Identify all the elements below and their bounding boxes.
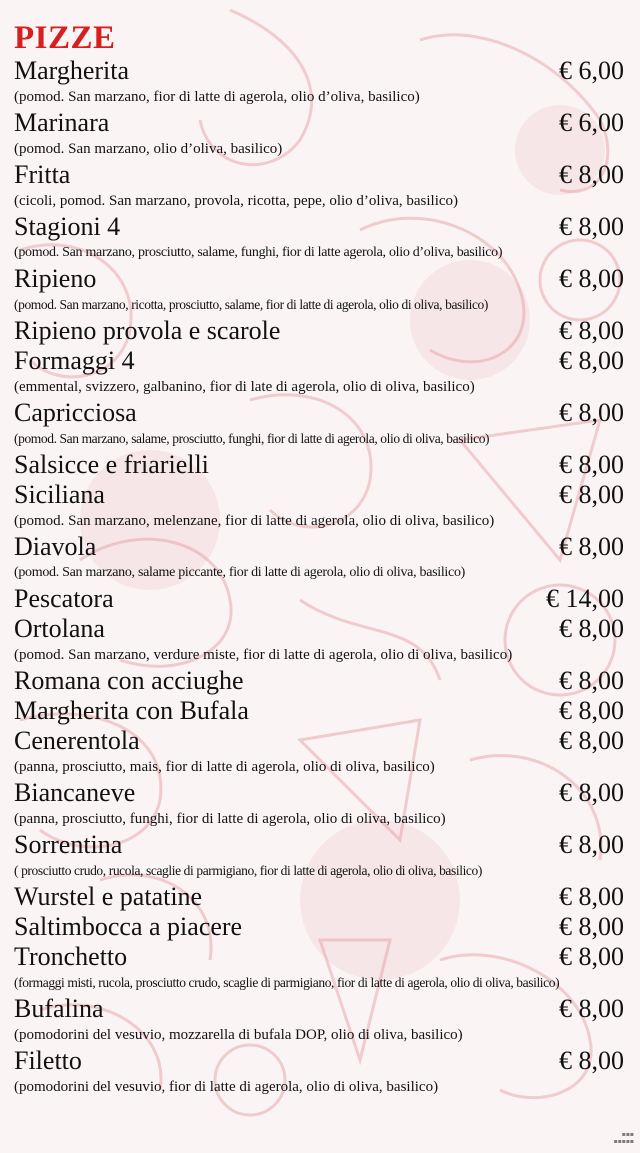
menu-item-row xyxy=(14,264,628,294)
pizza-ingredients: (pomod. San marzano, olio d’oliva, basilico) xyxy=(14,141,283,157)
pizza-name: Diavola xyxy=(14,532,97,561)
menu-item-row xyxy=(14,450,628,480)
menu-item xyxy=(14,696,628,726)
pizza-price: € 8,00 xyxy=(559,942,624,971)
menu-item xyxy=(14,532,628,584)
pizza-name: Cenerentola xyxy=(14,726,140,755)
pizza-name: Ripieno xyxy=(14,264,97,293)
menu-item-row xyxy=(14,882,628,912)
pizza-name: Pescatora xyxy=(14,584,114,613)
pizza-ingredients: (formaggi misti, rucola, prosciutto crudo, scaglie di parmigiano, fior di latte di agerola, olio di oliva, basilico) xyxy=(14,975,560,990)
pizza-price: € 6,00 xyxy=(559,108,624,137)
pizza-price: € 8,00 xyxy=(559,912,624,941)
pizza-price: € 8,00 xyxy=(559,532,624,561)
pizza-price: € 8,00 xyxy=(559,212,624,241)
menu-item xyxy=(14,56,628,108)
menu-item xyxy=(14,316,628,346)
menu-item-row xyxy=(14,212,628,242)
pizza-ingredients: (panna, prosciutto, mais, fior di latte di agerola, olio di oliva, basilico) xyxy=(14,759,435,775)
pizza-ingredients: (pomod. San marzano, ricotta, prosciutto, salame, fior di latte di agerola, olio di oliva, basilico) xyxy=(14,297,488,312)
menu-item-row xyxy=(14,912,628,942)
menu-item xyxy=(14,450,628,480)
pizza-price: € 8,00 xyxy=(559,696,624,725)
menu-item xyxy=(14,264,628,316)
menu-item-row xyxy=(14,696,628,726)
pizza-price: € 8,00 xyxy=(559,830,624,859)
pizza-name: Romana con acciughe xyxy=(14,666,244,695)
pizza-ingredients: (pomodorini del vesuvio, fior di latte di agerola, olio di oliva, basilico) xyxy=(14,1079,439,1095)
pizza-name: Formaggi 4 xyxy=(14,346,135,375)
menu-item xyxy=(14,726,628,778)
menu-item-row xyxy=(14,108,628,138)
pizza-ingredients: (pomod. San marzano, melenzane, fior di latte di agerola, olio di oliva, basilico) xyxy=(14,513,495,529)
pizza-ingredients: (pomod. San marzano, fior di latte di agerola, olio d’oliva, basilico) xyxy=(14,89,420,105)
menu-item-row xyxy=(14,480,628,510)
pizza-price: € 8,00 xyxy=(559,316,624,345)
menu-item xyxy=(14,614,628,666)
pizza-ingredients: (emmental, svizzero, galbanino, fior di late di agerola, olio di oliva, basilico) xyxy=(14,379,475,395)
pizza-name: Ortolana xyxy=(14,614,105,643)
menu-item xyxy=(14,666,628,696)
menu-item xyxy=(14,108,628,160)
menu-item-row xyxy=(14,942,628,972)
menu-item xyxy=(14,480,628,532)
pizza-price: € 8,00 xyxy=(559,346,624,375)
pizza-price: € 8,00 xyxy=(559,398,624,427)
pizza-name: Margherita xyxy=(14,56,130,85)
pizza-price: € 8,00 xyxy=(559,614,624,643)
menu-item-row xyxy=(14,1046,628,1076)
pizza-price: € 8,00 xyxy=(559,666,624,695)
menu-item xyxy=(14,942,628,994)
menu-item-row xyxy=(14,666,628,696)
pizza-name: Biancaneve xyxy=(14,778,136,807)
menu-item-row xyxy=(14,316,628,346)
menu-item-row xyxy=(14,994,628,1024)
menu-item-row xyxy=(14,830,628,860)
menu-item xyxy=(14,912,628,942)
pizza-price: € 6,00 xyxy=(559,56,624,85)
pizza-name: Margherita con Bufala xyxy=(14,696,249,725)
pizza-name: Wurstel e patatine xyxy=(14,882,203,911)
pizza-ingredients: (cicoli, pomod. San marzano, provola, ricotta, pepe, olio d’oliva, basilico) xyxy=(14,193,459,209)
pizza-price: € 8,00 xyxy=(559,450,624,479)
menu-item xyxy=(14,778,628,830)
pizza-name: Bufalina xyxy=(14,994,104,1023)
menu-item-row xyxy=(14,160,628,190)
menu-item xyxy=(14,882,628,912)
pizza-name: Fritta xyxy=(14,160,71,189)
pizza-ingredients: (pomod. San marzano, prosciutto, salame, funghi, fior di latte agerola, olio d’oliva, basilico) xyxy=(14,245,503,260)
menu-item-row xyxy=(14,346,628,376)
pizza-ingredients: (pomod. San marzano, verdure miste, fior di latte di agerola, olio di oliva, basilico) xyxy=(14,647,513,663)
menu-item-row xyxy=(14,584,628,614)
pizza-name: Ripieno provola e scarole xyxy=(14,316,281,345)
pizza-name: Capricciosa xyxy=(14,398,137,427)
pizza-name: Siciliana xyxy=(14,480,105,509)
menu-item xyxy=(14,346,628,398)
menu-item xyxy=(14,160,628,212)
menu-item-row xyxy=(14,532,628,562)
pizza-price: € 8,00 xyxy=(559,480,624,509)
menu-item-row xyxy=(14,614,628,644)
pizza-ingredients: (panna, prosciutto, funghi, fior di latte di agerola, olio di oliva, basilico) xyxy=(14,811,446,827)
pizza-name: Sorrentina xyxy=(14,830,123,859)
menu-item xyxy=(14,830,628,882)
pizza-ingredients: (pomodorini del vesuvio, mozzarella di bufala DOP, olio di oliva, basilico) xyxy=(14,1027,463,1043)
watermark-logo: ▪▪▪ ▪▪▪▪▪ xyxy=(613,1131,634,1145)
pizza-ingredients: (pomod. San marzano, salame, prosciutto, funghi, fior di latte di agerola, olio di oliva, basilico) xyxy=(14,431,490,446)
menu-item xyxy=(14,1046,628,1098)
pizza-list xyxy=(14,56,628,1098)
pizza-name: Filetto xyxy=(14,1046,82,1075)
pizza-name: Tronchetto xyxy=(14,942,128,971)
pizza-price: € 8,00 xyxy=(559,726,624,755)
pizza-name: Stagioni 4 xyxy=(14,212,121,241)
pizza-price: € 8,00 xyxy=(559,994,624,1023)
pizza-name: Marinara xyxy=(14,108,110,137)
menu-item xyxy=(14,398,628,450)
menu-item-row xyxy=(14,726,628,756)
menu-item-row xyxy=(14,398,628,428)
pizza-ingredients: (pomod. San marzano, salame piccante, fior di latte di agerola, olio di oliva, basilico) xyxy=(14,565,466,580)
pizza-price: € 8,00 xyxy=(559,1046,624,1075)
pizza-name: Salsicce e friarielli xyxy=(14,450,209,479)
menu-item-row xyxy=(14,778,628,808)
pizza-price: € 8,00 xyxy=(559,778,624,807)
pizza-price: € 8,00 xyxy=(559,882,624,911)
pizza-ingredients: ( prosciutto crudo, rucola, scaglie di parmigiano, fior di latte di agerola, olio di oliva, basilico) xyxy=(14,863,482,878)
pizza-name: Saltimbocca a piacere xyxy=(14,912,243,941)
pizza-price: € 14,00 xyxy=(546,584,624,613)
menu-item xyxy=(14,212,628,264)
pizza-price: € 8,00 xyxy=(559,264,624,293)
pizza-price: € 8,00 xyxy=(559,160,624,189)
menu-item xyxy=(14,994,628,1046)
menu-title: PIZZE xyxy=(14,20,116,56)
menu-item-row xyxy=(14,56,628,86)
menu-item xyxy=(14,584,628,614)
